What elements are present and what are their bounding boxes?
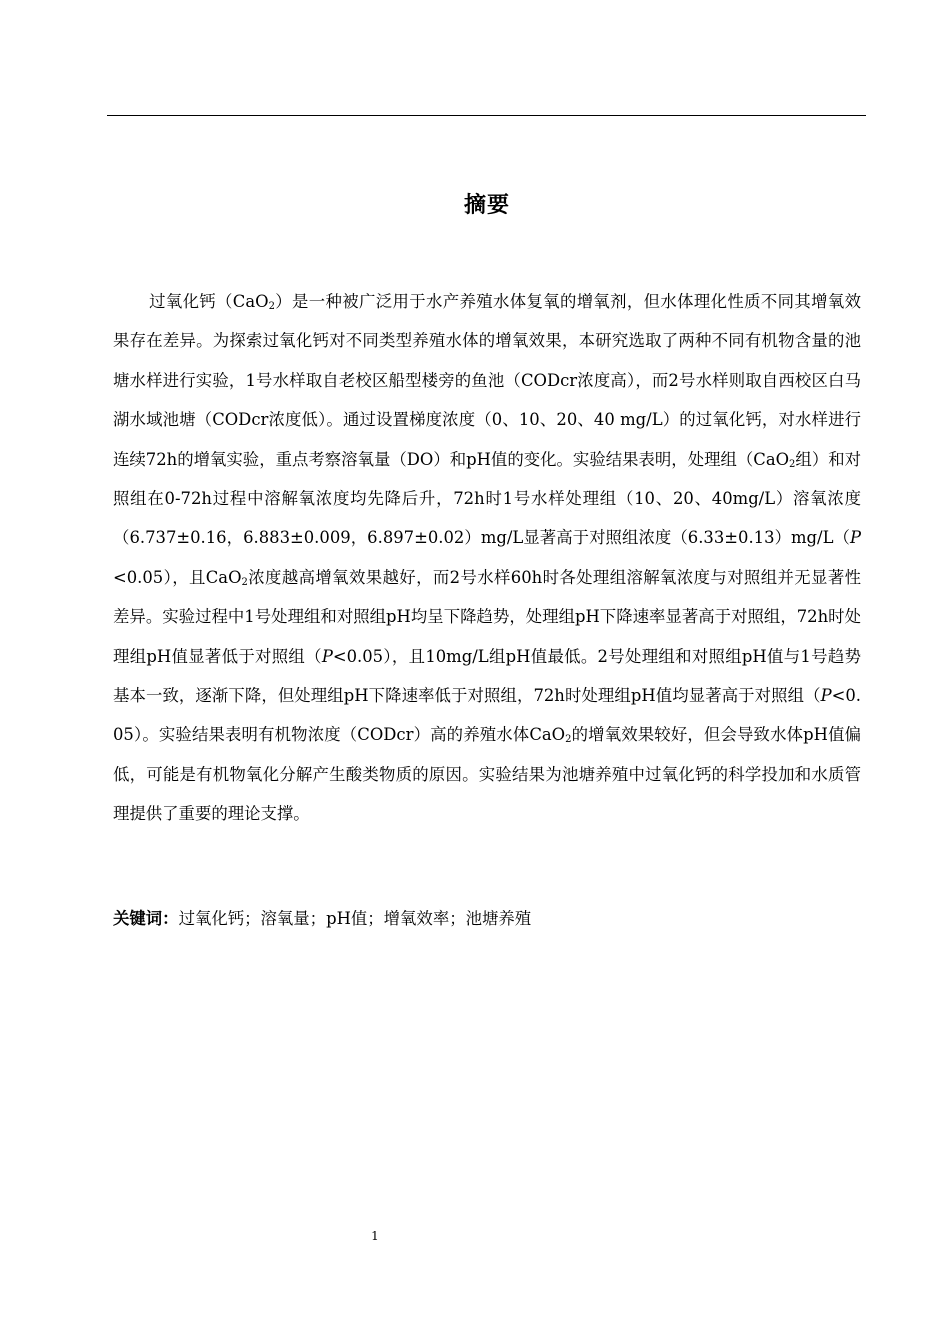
header-rule: [107, 115, 866, 116]
abstract-text: <0.05）。实验结果表明有机物浓度（CODcr）高的养殖水体CaO: [113, 686, 861, 745]
abstract-text: <0.05），且10mg/L组pH值最低。2号处理组和对照组pH值与1号趋势基本一致，逐渐下降，但处理组pH下降速率低于对照组，72h时处理组pH值均显著高于对照组（: [113, 646, 861, 706]
keywords-text: 过氧化钙；溶氧量；pH值；增氧效率；池塘养殖: [178, 909, 532, 928]
italic-p: P: [820, 686, 832, 706]
subscript: 2: [241, 576, 248, 588]
italic-p: P: [849, 528, 861, 548]
abstract-text: ）是一种被广泛用于水产养殖水体复氧的增氧剂，但水体理化性质不同其增氧效果存在差异。为探索过氧化钙对不同类型养殖水体的增氧效果，本研究选取了两种不同有机物含量的池塘水样进行实验，1号水样取自老校区船型楼旁的鱼池（CODcr浓度高），而2号水样则取自西校区白马湖水域池塘（CODcr浓度低）。通过设置梯度浓度（0、10、20、40 mg/L）的过氧化钙，对水样进行连续72h的增氧实验，重点考察溶氧量（DO）和pH值的变化。实验结果表明，处理组（CaO: [113, 292, 861, 469]
keywords-line: [113, 904, 861, 934]
page-title: 摘要: [463, 192, 510, 218]
subscript: 2: [268, 301, 275, 312]
abstract-text: 浓度越高增氧效果越好，而2号水样60h时各处理组溶解氧浓度与对照组并无显著性差异。实验过程中1号处理组和对照组pH均呈下降趋势，处理组pH下降速率显著高于对照组，72h时处理组pH值显著低于对照组（: [113, 567, 862, 666]
abstract-text: <0.05），且CaO: [113, 567, 242, 587]
page-number: 1: [371, 1229, 379, 1243]
subscript: 2: [565, 734, 572, 746]
abstract-paragraph: [113, 282, 861, 834]
abstract-text: 过氧化钙（CaO: [149, 292, 269, 311]
italic-p: P: [321, 646, 333, 666]
abstract-text: 的增氧效果较好，但会导致水体pH值偏低，可能是有机物氧化分解产生酸类物质的原因。实验结果为池塘养殖中过氧化钙的科学投加和水质管理提供了重要的理论支撑。: [113, 725, 861, 824]
subscript: 2: [789, 458, 796, 470]
abstract-text: 组）和对照组在0-72h过程中溶解氧浓度均先降后升，72h时1号水样处理组（10、20、40mg/L）溶氧浓度（6.737±0.16，6.883±0.009，6.897±0.02）mg/L显著高于对照组浓度（6.33±0.13）mg/L（: [113, 449, 862, 548]
keywords-label: 关键词：: [113, 909, 179, 928]
